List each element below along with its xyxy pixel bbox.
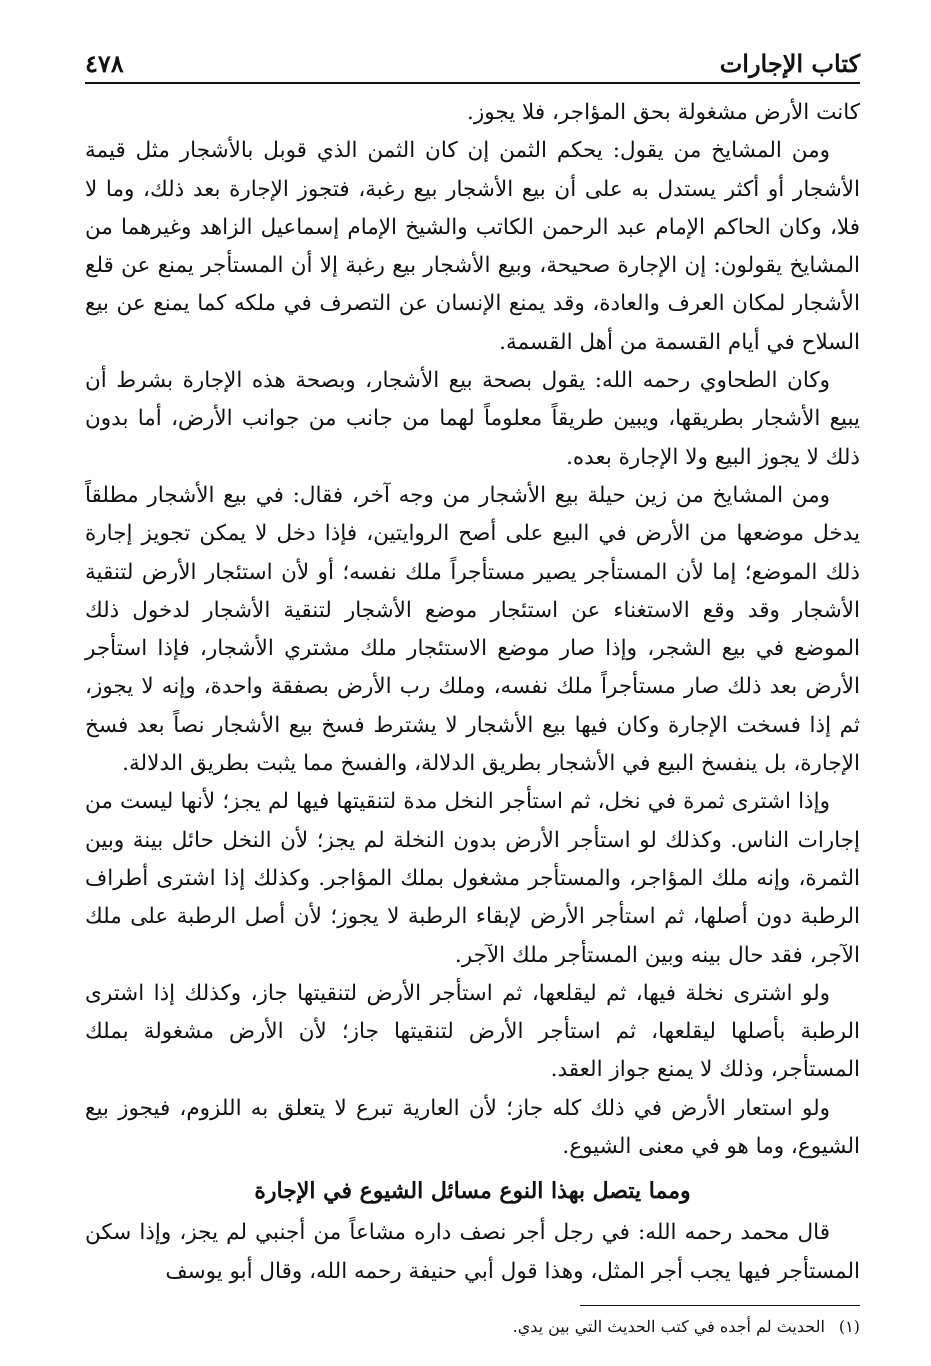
paragraph: وكان الطحاوي رحمه الله: يقول بصحة بيع الأشجار، وبصحة هذه الإجارة بشرط أن يبيع الأشجار بطريقها، ويبين طريقاً معلوماً لهما من جانب من جوانب الأرض، أما بدون ذلك لا يجوز البيع ولا الإجارة بعده. bbox=[85, 368, 860, 470]
paragraph: ولو اشترى نخلة فيها، ثم ليقلعها، ثم استأجر الأرض لتنقيتها جاز، وكذلك إذا اشترى الرطبة بأصلها ليقلعها، ثم استأجر الأرض لتنقيتها جاز؛ لأن الأرض مشغولة بملك المستأجر، وذلك لا يمنع جواز العقد. bbox=[85, 980, 860, 1083]
paragraph: ولو استعار الأرض في ذلك كله جاز؛ لأن العارية تبرع لا يتعلق به اللزوم، فيجوز بيع الشيوع، وما هو في معنى الشيوع. bbox=[85, 1095, 860, 1160]
paragraph: ومن المشايخ من يقول: يحكم الثمن إن كان الثمن الذي قوبل بالأشجار مثل قيمة الأشجار أو أكثر يستدل به على أن بيع الأشجار بيع رغبة، فتجوز الإجارة بعد ذلك، وما لا فلا، وكان الحاكم الإمام عبد الرحمن الكاتب والشيخ الإمام إسماعيل الزاهد وغيرهما من المشايخ يقولون: إن الإجارة صحيحة، وبيع الأشجار بيع رغبة إلا أن المستأجر يمنع عن قلع الأشجار لمكان العرف والعادة، وقد يمنع الإنسان عن التصرف في ملكه كما يمنع عن بيع السلاح في أيام القسمة من أهل القسمة. bbox=[85, 138, 860, 355]
body-text bbox=[85, 94, 860, 1291]
paragraph: ومن المشايخ من زين حيلة بيع الأشجار من وجه آخر، فقال: في بيع الأشجار مطلقاً يدخل موضعها من الأرض في البيع على أصح الروايتين، فإذا دخل لا يمكن تجويز إجارة ذلك الموضع؛ إما لأن المستأجر يصير مستأجراً ملك نفسه؛ أو لأن استئجار الأرض لتنقية الأشجار وقد وقع الاستغناء عن استئجار موضع الأشجار لتنقية الأشجار لدخول ذلك الموضع في بيع الشجر، وإذا صار موضع الاستئجار ملك مشتري الأشجار، فإذا استأجر الأرض بعد ذلك صار مستأجراً ملك نفسه، وملك رب الأرض بصفقة واحدة، وإنه لا يجوز، ثم إذا فسخت الإجارة وكان فيها بيع الأشجار لا يشترط فسخ بيع الأشجار نصاً بعد فسخ الإجارة، بل ينفسخ البيع في الأشجار بطريق الدلالة، والفسخ مما يثبت بطريق الدلالة. bbox=[85, 482, 860, 777]
footnote-text: الحديث لم أجده في كتب الحديث التي بين يدي. bbox=[512, 1316, 825, 1336]
footnote-marker: (١) bbox=[838, 1316, 860, 1336]
paragraph: كانت الأرض مشغولة بحق المؤاجر، فلا يجوز. bbox=[467, 100, 860, 125]
page-header bbox=[85, 40, 860, 84]
running-title: كتاب الإجارات bbox=[719, 49, 860, 78]
section-heading: ومما يتصل بهذا النوع مسائل الشيوع في الإجارة bbox=[254, 1178, 691, 1205]
footnote bbox=[85, 1314, 860, 1340]
page-number: ٤٧٨ bbox=[85, 49, 124, 78]
footnote-divider bbox=[580, 1305, 860, 1306]
paragraph: قال محمد رحمه الله: في رجل أجر نصف داره مشاعاً من أجنبي لم يجز، وإذا سكن المستأجر فيها يجب أجر المثل، وهذا قول أبي حنيفة رحمه الله، وقال أبو يوسف bbox=[85, 1220, 860, 1284]
book-page bbox=[85, 40, 860, 1340]
paragraph: وإذا اشترى ثمرة في نخل، ثم استأجر النخل مدة لتنقيتها فيها لم يجز؛ لأنها ليست من إجارات الناس. وكذلك لو استأجر الأرض بدون النخلة لم يجز؛ لأن النخل حائل بينة وبين الثمرة، وإنه ملك المؤاجر، والمستأجر مشغول بملك المؤاجر. وكذلك إذا اشترى أطراف الرطبة دون أصلها، ثم استأجر الأرض لإبقاء الرطبة لا يجوز؛ لأن أصل الرطبة على ملك الآجر، فقد حال بينه وبين المستأجر ملك الآجر. bbox=[85, 789, 860, 968]
